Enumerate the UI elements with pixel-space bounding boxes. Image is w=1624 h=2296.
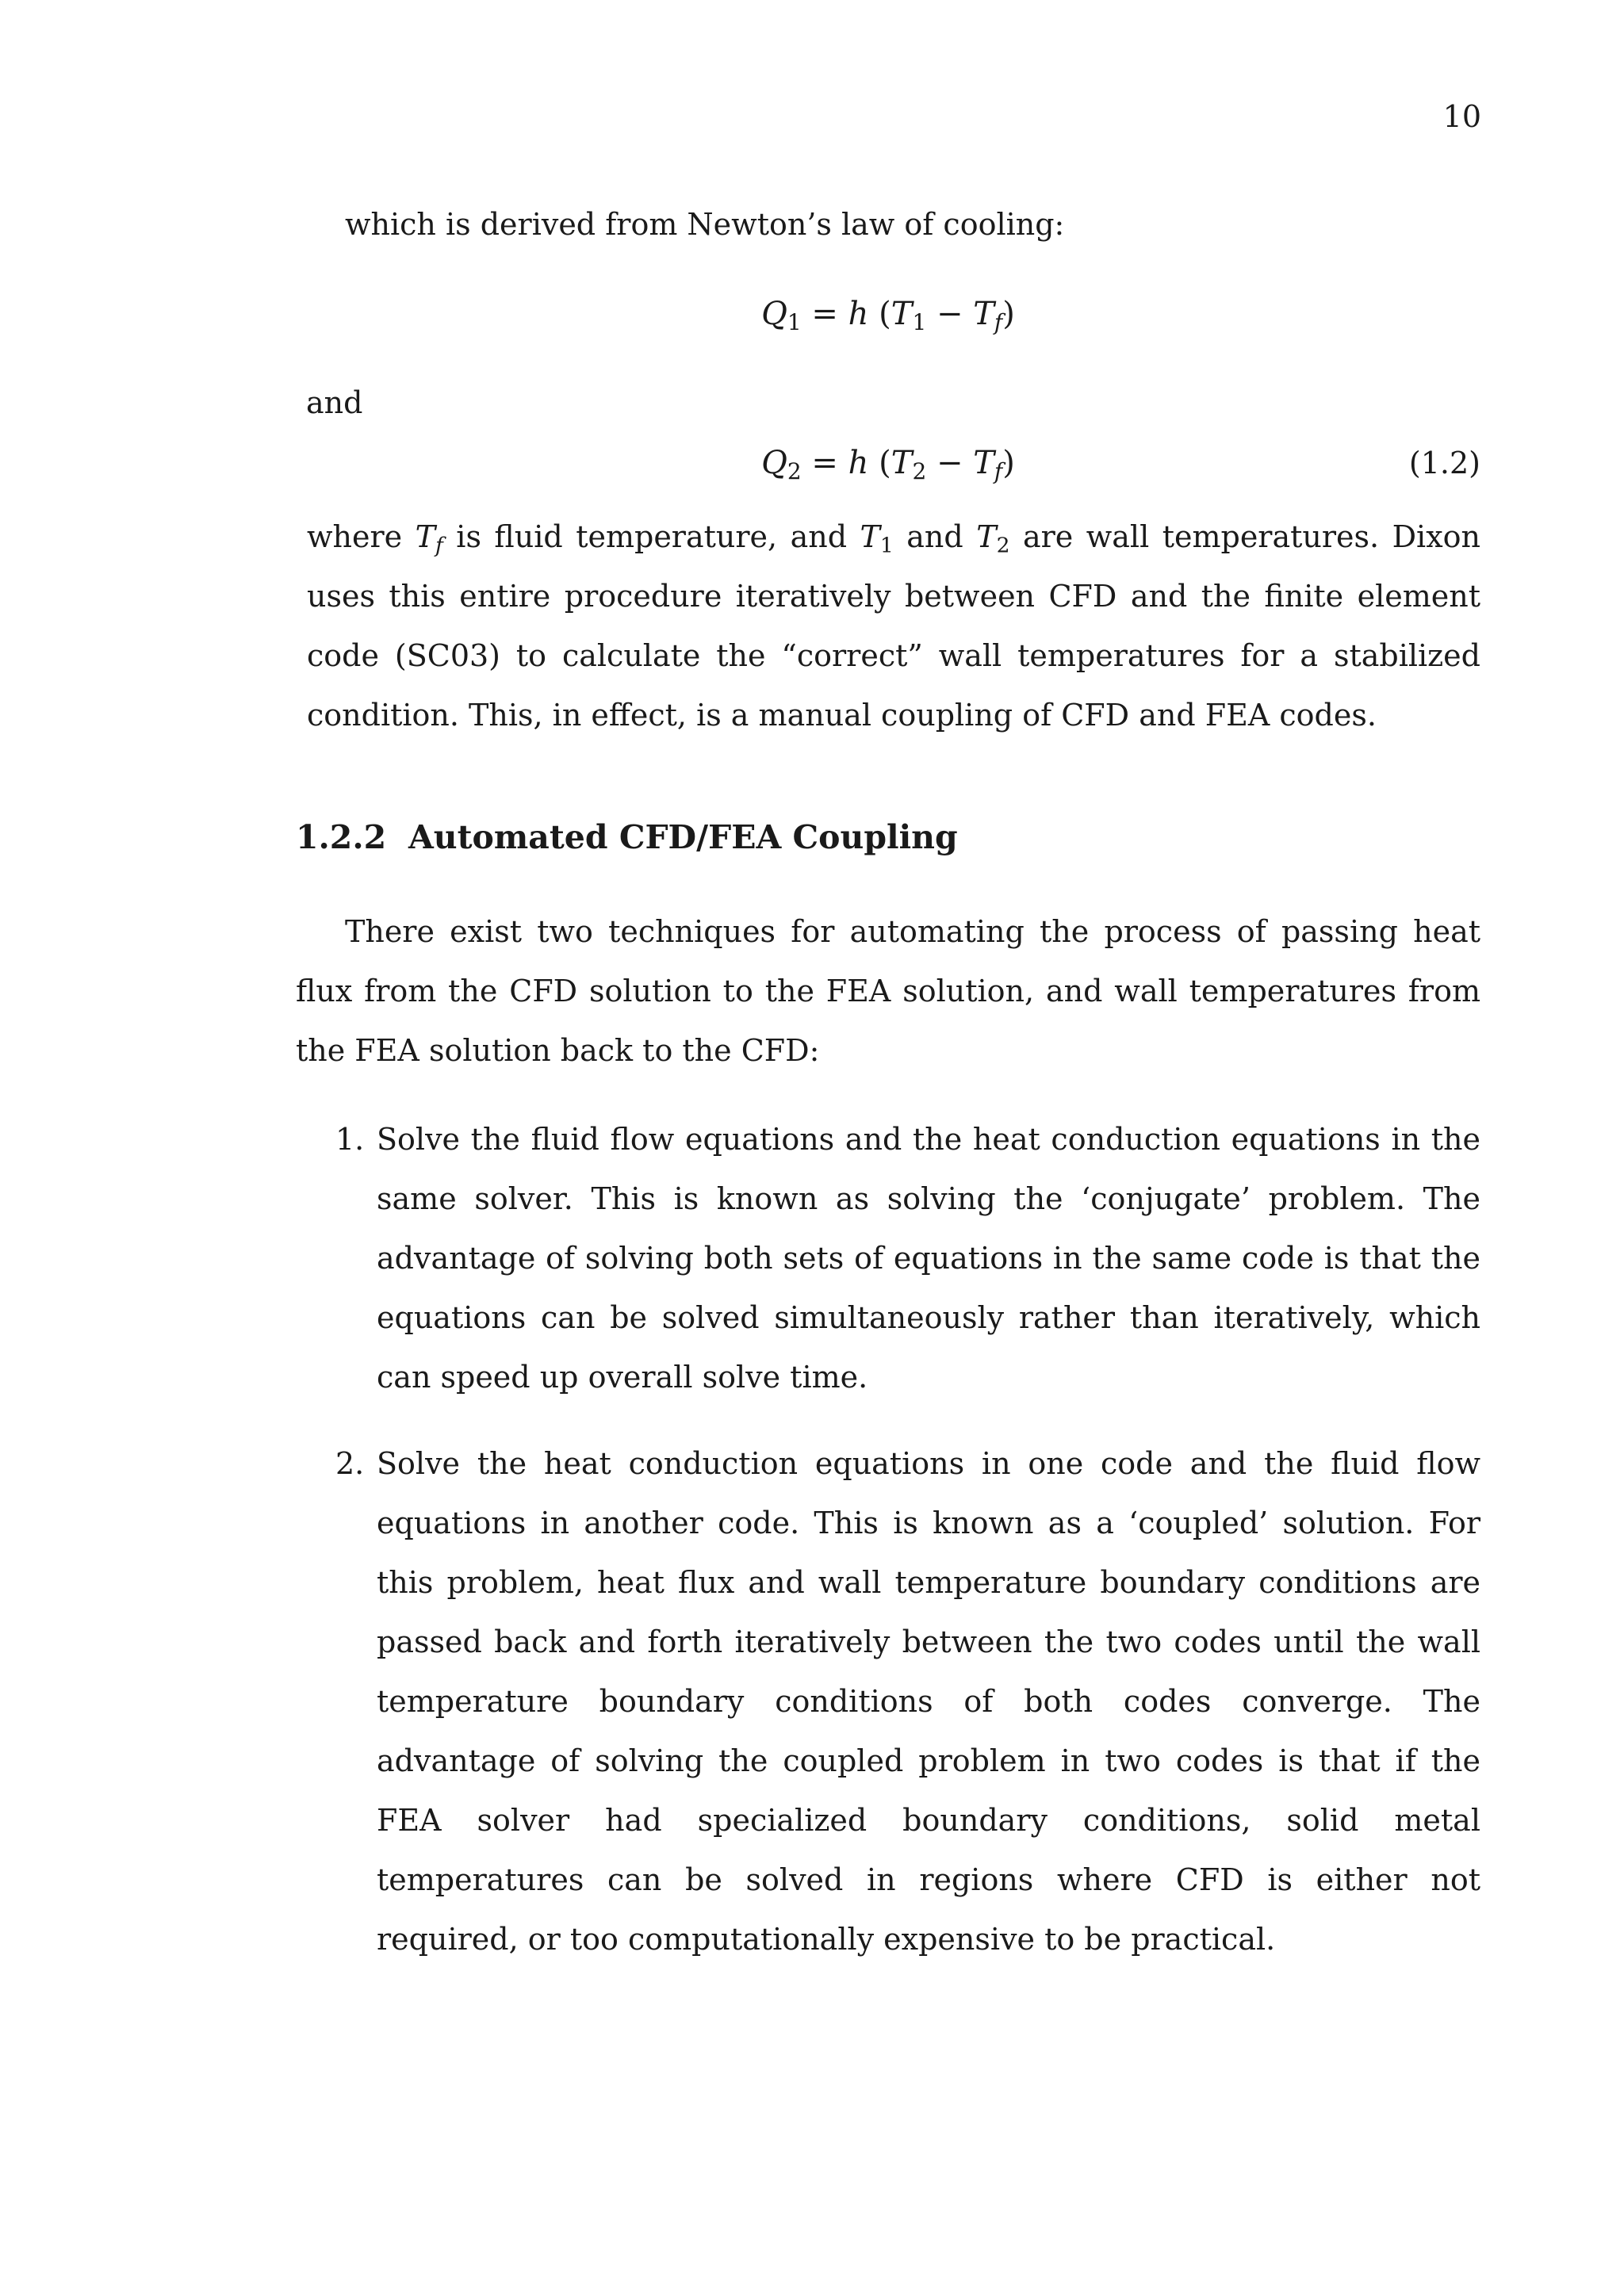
section-title: Automated CFD/FEA Coupling [408,818,958,856]
section-intro-paragraph: There exist two techniques for automating the process of passing heat flux from the CFD solution to the FEA solution, and wall temperatures from the FEA solution back to the CFD: [296,914,1480,1068]
eq1-tf-sub: f [994,309,1003,335]
eq2-t-var: T [891,445,913,481]
intro-line: which is derived from Newton’s law of cooling: [345,207,1065,242]
where-t2-sub: 2 [996,533,1010,558]
where-tf-sub: f [435,533,443,558]
technique-list [296,1110,1480,1969]
list-item-text: Solve the fluid flow equations and the heat conduction equations in the same solver. This is known as solving the ‘conjugate’ problem. The advantage of solving both sets of equations in the same code is that the equations can be solved simultaneously rather than iteratively, which can speed up overall solve time. [377,1122,1480,1395]
eq2-coef: h [848,445,869,481]
where-text-1: where [307,519,416,554]
eq2-close-paren: ) [1002,445,1015,481]
page-number: 10 [1442,99,1481,134]
eq2-lhs-var: Q [761,445,787,481]
where-t1-var: T [860,519,880,554]
equation-body [296,290,1480,338]
list-item-text: Solve the heat conduction equations in one code and the fluid flow equations in another code. This is known as a ‘coupled’ solution. For this problem, heat flux and wall temperature boundary conditions are passed back and forth iteratively between the two codes until the wall temperature boundary conditions of both codes converge. The advantage of solving the coupled problem in two codes is that if the FEA solver had specialized boundary conditions, solid metal temperatures can be solved in regions where CFD is either not required, or too computationally expensive to be practical. [377,1446,1480,1957]
eq2-t-sub: 2 [912,458,927,484]
equation-newton-cooling-1 [296,290,1480,338]
where-t1-sub: 1 [879,533,894,558]
where-text-2: is fluid temperature, and [442,519,860,554]
eq1-tf-var: T [973,296,994,332]
equation-newton-cooling-2 [296,439,1480,487]
list-item [296,1110,1480,1407]
equation-number: (1.2) [1408,446,1480,480]
eq1-coef: h [848,296,869,332]
list-item-label: 2. [335,1446,365,1481]
eq1-lhs-sub: 1 [787,309,802,335]
eq1-lhs-var: Q [761,296,787,332]
where-tf-var: T [415,519,435,554]
eq2-minus: − [926,445,974,481]
where-t2-var: T [976,519,997,554]
eq1-t-sub: 1 [912,309,927,335]
eq2-equals: = [801,445,848,481]
where-text-3: and [893,519,977,554]
list-item-label: 1. [335,1122,365,1157]
eq2-tf-sub: f [994,458,1003,484]
eq1-close-paren: ) [1002,296,1015,332]
section-number: 1.2.2 [296,818,387,856]
eq2-lhs-sub: 2 [787,458,802,484]
equation-body [296,439,1480,487]
list-item [296,1434,1480,1969]
section-heading [296,813,958,861]
eq1-minus: − [926,296,974,332]
eq1-t-var: T [891,296,913,332]
where-paragraph [296,507,1480,745]
eq2-open-paren: ( [868,445,891,481]
and-connector: and [306,385,363,420]
eq2-tf-var: T [973,445,994,481]
eq1-equals: = [801,296,848,332]
where-text-4: are wall temperatures. Dixon uses this entire procedure iteratively between CFD and the finite element code (SC03) to calculate the “correct” wall temperatures for a stabilized condition. This, in effect, is a manual coupling of CFD and FEA codes. [307,519,1480,733]
eq1-open-paren: ( [868,296,891,332]
